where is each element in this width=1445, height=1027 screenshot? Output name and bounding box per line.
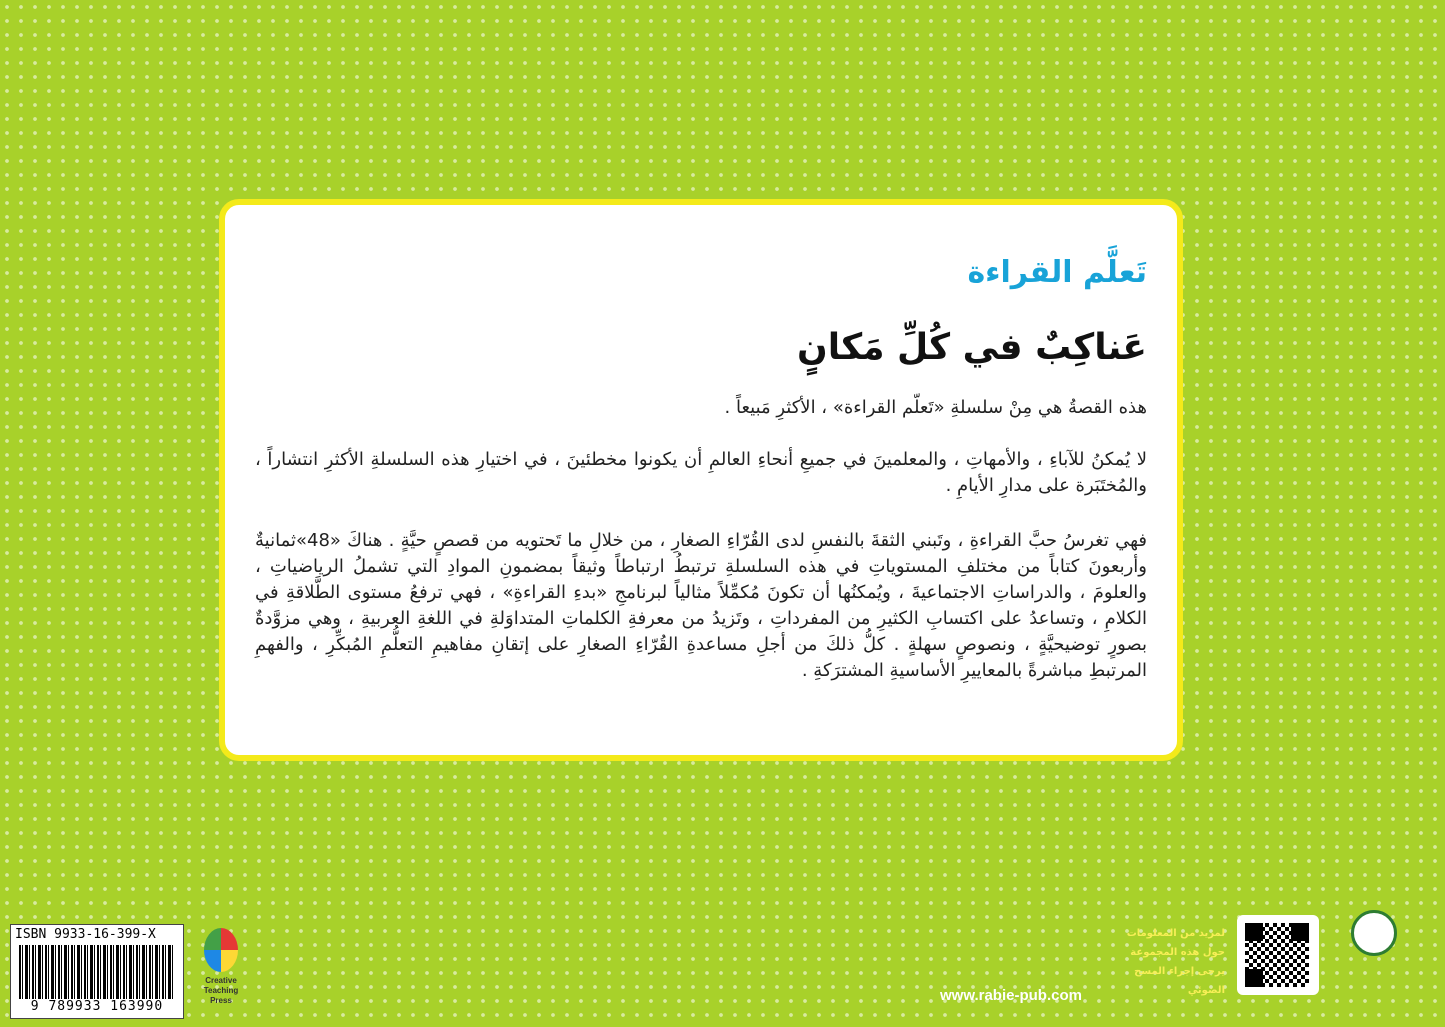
quality-badge: [1345, 910, 1405, 990]
qr-instructions: لمزيد من المعلومات حول هذه المجموعة يرجى إجراء المسح الضوئي: [1126, 928, 1225, 996]
publisher-logo: [196, 924, 246, 1020]
website-link[interactable]: www.rabie-pub.com: [940, 987, 1082, 1004]
qr-code-icon: [1245, 923, 1309, 987]
publisher-logo-icon: [204, 928, 238, 972]
isbn-label: ISBN 9933-16-399-X: [15, 927, 156, 942]
paragraph-intro: هذه القصةُ هي مِنْ سلسلةِ «تَعلّم القراءة» ، الأكثرِ مَبيعاً .: [724, 397, 1147, 418]
description-card: [219, 199, 1183, 761]
series-title: تَعلَّم القراءة: [967, 255, 1147, 290]
barcode-icon: [19, 945, 175, 999]
book-title: عَناكِبٌ في كُلِّ مَكانٍ: [797, 327, 1147, 368]
publisher-name: Creative Teaching Press: [203, 976, 239, 1005]
paragraph-trust: لا يُمكنُ للآباءِ ، والأمهاتِ ، والمعلمينَ في جميعِ أنحاءِ العالمِ أن يكونوا مخطئينَ ، في اختيارِ هذه السلسلةِ الأكثرِ انتشاراً ، والمُختَبَرة على مدارِ الأيامِ .: [255, 449, 1147, 496]
paragraph-details: فهي تغرسُ حبَّ القراءةِ ، وتَبني الثقةَ بالنفسِ لدى القُرّاءِ الصغارِ ، من خلالِ ما تَحتويه من قصصٍ حيَّةٍ . هناكَ «48»ثمانيةٌ وأربعونَ كتاباً من مختلفِ المستوياتِ في هذه السلسلةِ ترتبطُ ارتباطاً وثيقاً بمضمونِ الموادِ التي تشملُ الرياضياتِ ، والعلومَ ، والدراساتِ الاجتماعيةَ ، ويُمكنُها أن تكونَ مُكمِّلاً مثالياً لبرنامجِ «بدءِ القراءةِ» ، فهي ترفعُ مستوى الطَّلاقةِ في الكلامِ ، وتساعدُ على اكتسابِ الكثيرِ من المفرداتِ ، وتَزيدُ من معرفةِ الكلماتِ المتداوَلةِ في اللغةِ العربيةِ ، وهي مزوَّدةٌ بصورٍ توضيحيَّةٍ ، ونصوصٍ سهلةٍ . كلُّ ذلكَ من أجلِ مساعدةِ القُرّاءِ الصغارِ على إتقانِ مفاهيمِ التعلُّمِ المُبكِّرِ ، والفهمِ المرتبطِ مباشرةً بالمعاييرِ الأساسيةِ المشترَكةِ .: [255, 530, 1147, 681]
isbn-barcode: [10, 924, 184, 1019]
seal-icon: [1351, 910, 1397, 956]
barcode-number: 9 789933 163990: [30, 999, 164, 1014]
qr-code[interactable]: [1237, 915, 1319, 995]
